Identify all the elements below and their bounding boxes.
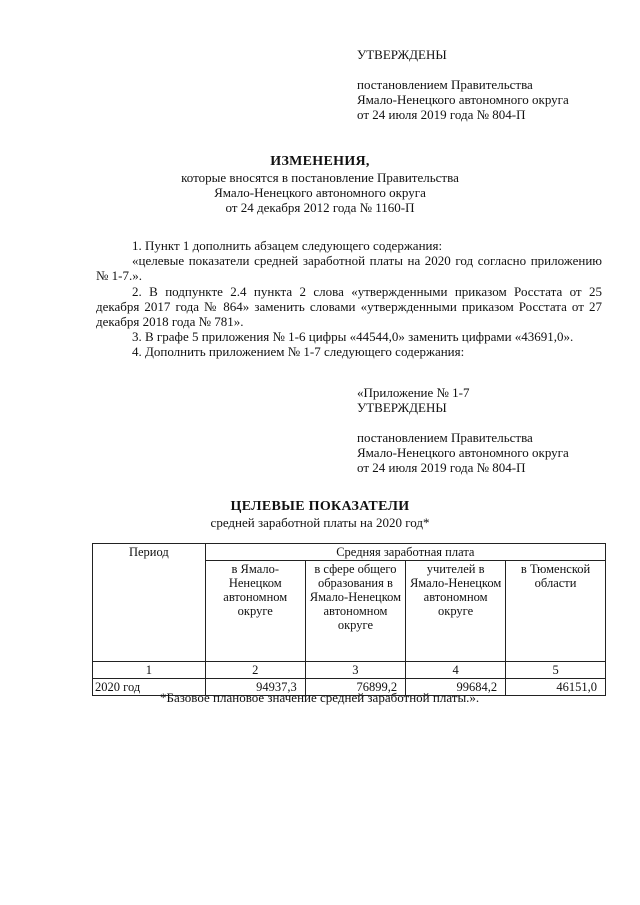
column-number: 1 (93, 662, 206, 679)
footnote: *Базовое плановое значение средней заработной платы.». (160, 690, 480, 705)
subheader-tyumen: в Тюменской области (506, 561, 606, 662)
subheader-education: в сфере общего образования в Ямало-Ненецком автономном округе (305, 561, 405, 662)
column-number: 3 (305, 662, 405, 679)
paragraph: 2. В подпункте 2.4 пункта 2 слова «утвержденными приказом Росстата от 25 декабря 2017 года № 864» заменить словами «утвержденными приказом Росстата от 27 декабря 2018 года № 781». (96, 283, 602, 330)
paragraph: 4. Дополнить приложением № 1-7 следующего содержания: (132, 344, 465, 360)
column-number: 2 (205, 662, 305, 679)
approval-block-appendix (357, 385, 617, 475)
approval-line: от 24 июля 2019 года № 804-П (357, 460, 526, 475)
paragraph: 1. Пункт 1 дополнить абзацем следующего содержания: (132, 238, 443, 253)
value-education: 76899,2 (305, 679, 405, 696)
changes-title-block (60, 154, 580, 215)
column-number: 4 (406, 662, 506, 679)
appendix-label: «Приложение № 1-7 (357, 385, 470, 400)
subheader-yanao: в Ямало-Ненецком автономном округе (205, 561, 305, 662)
header-period: Период (93, 544, 206, 662)
changes-body (96, 238, 602, 360)
approval-line: Ямало-Ненецкого автономного округа (357, 92, 569, 107)
table-number-row (93, 662, 606, 679)
value-teachers: 99684,2 (406, 679, 506, 696)
header-average-salary: Средняя заработная плата (205, 544, 605, 561)
approval-heading: УТВЕРЖДЕНЫ (357, 400, 447, 415)
paragraph: «целевые показатели средней заработной платы на 2020 год согласно приложению № 1-7.». (96, 253, 602, 284)
targets-title-block (60, 499, 580, 530)
row-period: 2020 год (93, 679, 206, 696)
approval-line: постановлением Правительства (357, 430, 533, 445)
targets-subtitle: средней заработной платы на 2020 год* (210, 515, 430, 530)
approval-line: постановлением Правительства (357, 77, 533, 92)
approval-line: Ямало-Ненецкого автономного округа (357, 445, 569, 460)
paragraph: 3. В графе 5 приложения № 1-6 цифры «44544,0» заменить цифрами «43691,0». (132, 329, 574, 345)
approval-heading: УТВЕРЖДЕНЫ (357, 47, 447, 62)
value-tyumen: 46151,0 (506, 679, 606, 696)
column-number: 5 (506, 662, 606, 679)
changes-subtitle-line: Ямало-Ненецкого автономного округа (214, 185, 426, 200)
targets-table (92, 543, 606, 696)
approval-block-top (357, 47, 617, 122)
approval-line: от 24 июля 2019 года № 804-П (357, 107, 526, 122)
changes-title: ИЗМЕНЕНИЯ, (270, 154, 370, 169)
targets-title: ЦЕЛЕВЫЕ ПОКАЗАТЕЛИ (230, 499, 410, 514)
value-yanao: 94937,3 (205, 679, 305, 696)
table-header-row (93, 544, 606, 561)
changes-subtitle-line: которые вносятся в постановление Правительства (181, 170, 459, 185)
subheader-teachers: учителей в Ямало-Ненецком автономном округе (406, 561, 506, 662)
changes-subtitle-line: от 24 декабря 2012 года № 1160-П (225, 200, 415, 215)
